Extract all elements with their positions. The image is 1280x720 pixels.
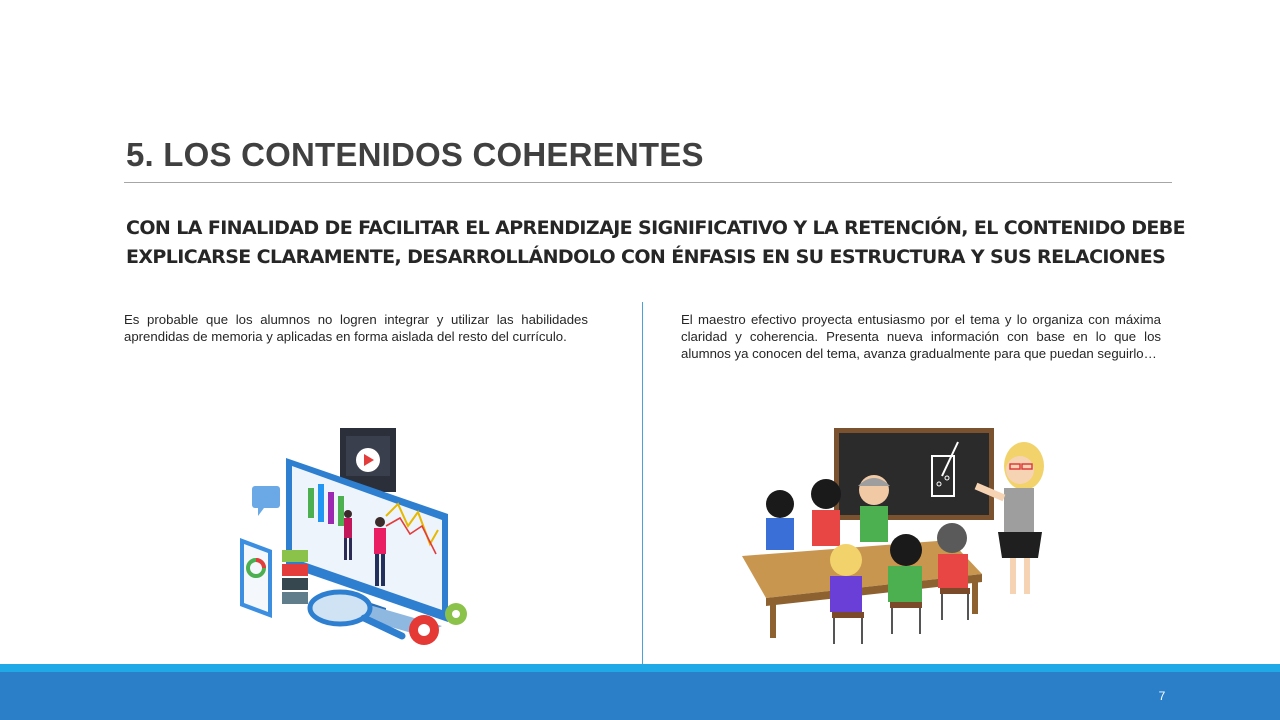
left-column-text: Es probable que los alumnos no logren integrar y utilizar las habilidades aprendidas de memoria y aplicadas en forma aislada del resto del currículo.: [124, 312, 588, 344]
teacher-classroom-illustration: [736, 426, 1056, 648]
slide-subtitle: CON LA FINALIDAD DE FACILITAR EL APRENDIZAJE SIGNIFICATIVO Y LA RETENCIÓN, EL CONTENIDO DEBE EXPLICARSE CLARAMENTE, DESARROLLÁNDOLO CON ÉNFASIS EN SU ESTRUCTURA Y SUS RELACIONES: [126, 217, 1186, 268]
column-divider: [642, 302, 643, 664]
title-underline: [124, 182, 1172, 183]
computer-analytics-illustration: [236, 422, 476, 652]
slide-title: 5. LOS CONTENIDOS COHERENTES: [126, 136, 704, 173]
page-number: 7: [1158, 689, 1166, 703]
footer-bar: [0, 672, 1280, 720]
right-column-text: El maestro efectivo proyecta entusiasmo por el tema y lo organiza con máxima claridad y coherencia. Presenta nueva información con base en lo que los alumnos ya conocen del tema, avanza gradualmente para que puedan seguirlo…: [681, 312, 1161, 361]
footer-accent-bar: [0, 664, 1280, 672]
